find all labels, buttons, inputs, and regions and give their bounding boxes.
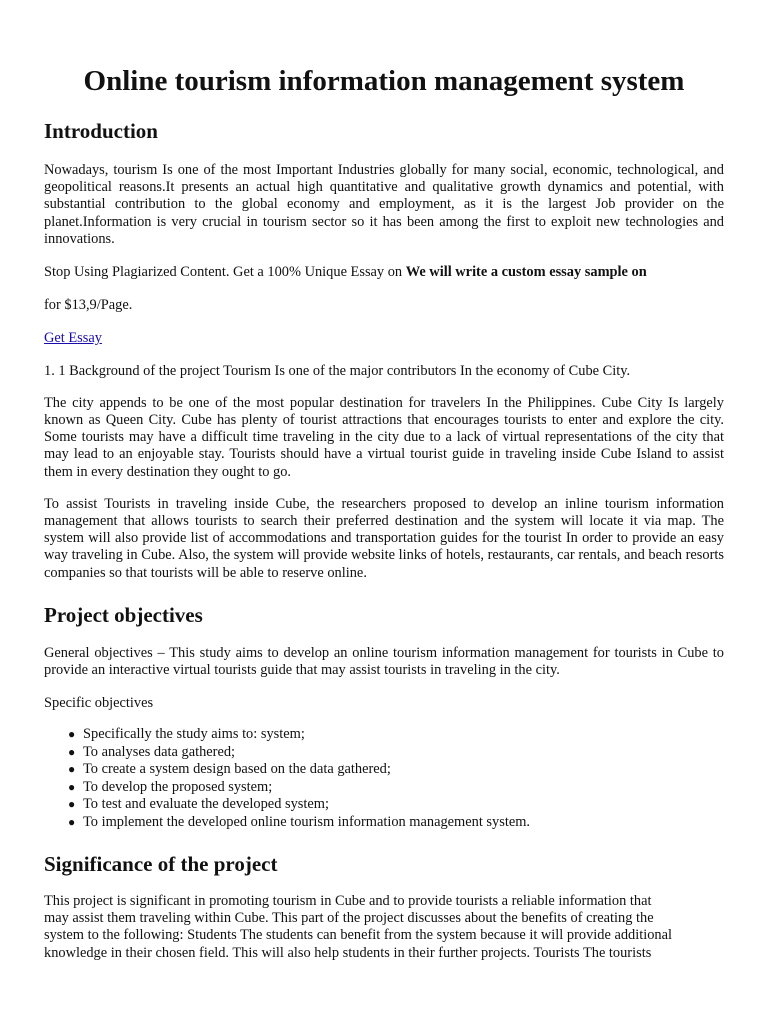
list-item bbox=[68, 813, 724, 831]
list-item bbox=[68, 796, 724, 813]
significance-line: This project is significant in promoting tourism in Cube and to provide tourists a reliable information that bbox=[44, 892, 652, 909]
specific-objectives-label: Specific objectives bbox=[44, 695, 154, 712]
bullet-icon: ● bbox=[68, 797, 76, 812]
objectives-heading: Project objectives bbox=[44, 602, 203, 627]
bullet-icon: ● bbox=[68, 762, 76, 777]
significance-paragraph bbox=[44, 893, 724, 962]
list-item bbox=[68, 726, 724, 743]
promo-text: Stop Using Plagiarized Content. Get a 100% Unique Essay on bbox=[44, 264, 406, 281]
page-title: Online tourism information management system bbox=[83, 65, 685, 97]
list-item bbox=[68, 778, 724, 796]
background-paragraph: The city appends to be one of the most popular destination for travelers In the Philippines. Cube City Is largely known as Queen City. Cube has plenty of tourist attractions that encourages tourists to enter and explore the city. Some tourists may have a difficult time traveling in the city due to a lack of virtual representations of the city that may lead to an enjoyable stay. Tourists should have a virtual tourist guide in traveling inside Cube Island to assist them in every destination they ought to go. bbox=[44, 394, 724, 480]
list-item bbox=[68, 761, 724, 778]
bullet-icon: ● bbox=[68, 779, 76, 794]
general-objectives: General objectives – This study aims to develop an online tourism information management for tourists in Cube to provide an interactive virtual tourists guide that may assist tourists in traveling in the city. bbox=[44, 644, 724, 679]
promo-line bbox=[44, 264, 724, 281]
get-essay-link[interactable]: Get Essay bbox=[44, 330, 102, 347]
background-line: 1. 1 Background of the project Tourism Is one of the major contributors In the economy of Cube City. bbox=[44, 362, 631, 379]
objectives-list bbox=[44, 726, 724, 830]
list-item-text: To analyses data gathered; bbox=[83, 743, 236, 760]
promo-bold-text: We will write a custom essay sample on bbox=[405, 264, 647, 281]
list-item-text: Specifically the study aims to: system; bbox=[83, 726, 305, 743]
intro-paragraph: Nowadays, tourism Is one of the most Important Industries globally for many social, economic, technological, and geopolitical reasons.It presents an actual high quantitative and qualitative growth dynamics and potential, with substantial contribution to the global economy and employment, as it is the largest Job provider on the planet.Information is very crucial in tourism sector so it has been among the first to exploit new technologies and innovations. bbox=[44, 162, 724, 247]
bullet-icon: ● bbox=[68, 744, 76, 759]
bullet-icon: ● bbox=[68, 727, 76, 742]
intro-heading: Introduction bbox=[44, 119, 158, 143]
significance-line: knowledge in their chosen field. This will also help students in their further projects. Tourists The tourists bbox=[44, 944, 652, 961]
list-item-text: To develop the proposed system; bbox=[83, 778, 273, 795]
proposal-paragraph: To assist Tourists in traveling inside Cube, the researchers proposed to develop an inline tourism information management that allows tourists to search their preferred destination and the system will locate it via map. The system will also provide list of accommodations and transportation guides for the tourist In order to provide an easy way traveling in Cube. Also, the system will provide website links of hotels, restaurants, car rentals, and beach resorts companies so that tourists will be able to reserve online. bbox=[44, 495, 724, 581]
cta-line bbox=[44, 330, 724, 347]
list-item-text: To create a system design based on the data gathered; bbox=[83, 761, 391, 778]
list-item-text: To test and evaluate the developed system; bbox=[83, 796, 329, 813]
price-text: for $13,9/Page. bbox=[44, 297, 133, 314]
list-item bbox=[68, 743, 724, 761]
list-item-text: To implement the developed online tourism information management system. bbox=[83, 813, 531, 830]
significance-line: may assist them traveling within Cube. This part of the project discusses about the benefits of creating the bbox=[44, 910, 654, 927]
bullet-icon: ● bbox=[68, 814, 76, 829]
significance-heading: Significance of the project bbox=[44, 851, 278, 876]
significance-line: system to the following: Students The students can benefit from the system because it will provide additional bbox=[44, 927, 673, 944]
